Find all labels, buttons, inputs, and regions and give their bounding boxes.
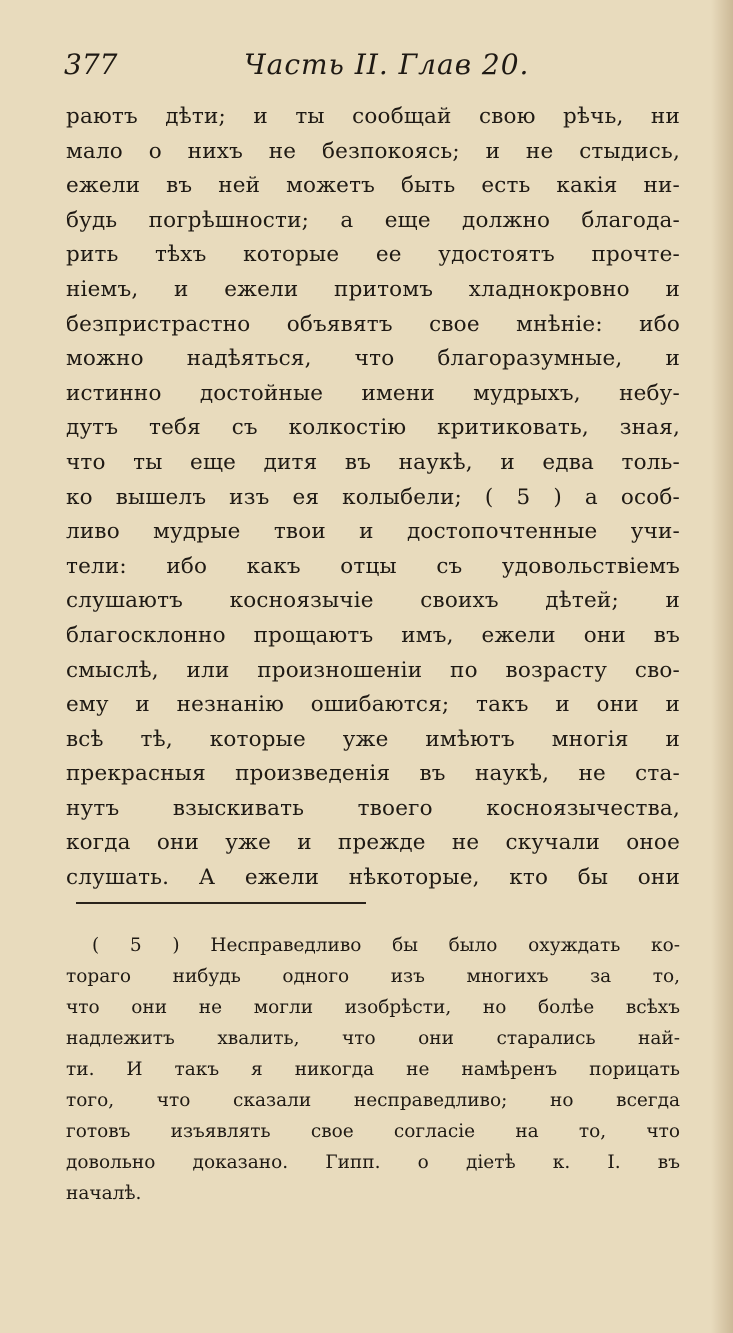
text-line: можно надѣяться, что благоразумные, и <box>66 346 680 372</box>
text-line: тели: ибо какъ отцы съ удовольствіемъ <box>66 553 680 579</box>
footnote-line: готовъ изъявлять свое согласіе на то, что <box>66 1121 680 1142</box>
footnote-line: началѣ. <box>66 1183 142 1204</box>
text-line: ливо мудрые твои и достопочтенные учи- <box>66 519 680 545</box>
text-line: благосклонно прощаютъ имъ, ежели они въ <box>66 622 680 648</box>
text-line: рить тѣхъ которые ее удостоятъ прочте- <box>66 242 680 268</box>
text-line: смыслѣ, или произношеніи по возрасту сво- <box>66 657 680 683</box>
footnote-line: того, что сказали несправедливо; но всегда <box>66 1090 680 1111</box>
text-line: слушать. А ежели нѣкоторые, кто бы они <box>66 865 680 891</box>
footnote-divider <box>76 902 366 904</box>
text-line: прекрасныя произведенія въ наукѣ, не ста- <box>66 761 680 787</box>
text-line: ніемъ, и ежели притомъ хладнокровно и <box>66 276 680 302</box>
text-line: ко вышелъ изъ ея колыбели; ( 5 ) а особ- <box>66 484 680 510</box>
text-line: дутъ тебя съ колкостію критиковать, зная, <box>66 415 680 441</box>
text-line: всѣ тѣ, которые уже имѣютъ многія и <box>66 726 680 752</box>
text-line: что ты еще дитя въ наукѣ, и едва толь- <box>66 449 680 475</box>
text-line: мало о нихъ не безпокоясь; и не стыдись, <box>66 138 680 164</box>
footnote-line: тораго нибудь одного изъ многихъ за то, <box>66 966 680 987</box>
running-title: Часть II. Глав 20. <box>244 48 530 81</box>
page-header <box>64 48 664 88</box>
text-line: безпристрастно объявятъ свое мнѣніе: ибо <box>66 311 680 337</box>
page-number: 377 <box>64 48 118 81</box>
page-edge-shadow <box>711 0 733 1333</box>
text-line: будь погрѣшности; а еще должно благода- <box>66 207 680 233</box>
footnote-line: надлежитъ хвалить, что они старались най- <box>66 1028 680 1049</box>
footnote-line: ( 5 ) Несправедливо бы было охуждать ко- <box>92 935 680 956</box>
text-line: ежели въ ней можетъ быть есть какія ни- <box>66 173 680 199</box>
footnote <box>66 930 680 1209</box>
text-line: слушаютъ косноязычіе своихъ дѣтей; и <box>66 588 680 614</box>
text-line: когда они уже и прежде не скучали оное <box>66 830 680 856</box>
text-line: нутъ взыскивать твоего косноязычества, <box>66 795 680 821</box>
text-line: ему и незнанію ошибаются; такъ и они и <box>66 692 680 718</box>
footnote-line: ти. И такъ я никогда не намѣренъ порицать <box>66 1059 680 1080</box>
text-line: истинно достойные имени мудрыхъ, небу- <box>66 380 680 406</box>
text-line: раютъ дѣти; и ты сообщай свою рѣчь, ни <box>66 104 680 129</box>
footnote-line: довольно доказано. Гипп. о діетѣ к. I. въ <box>66 1152 680 1173</box>
footnote-line: что они не могли изобрѣсти, но болѣе всѣхъ <box>66 997 680 1018</box>
main-text <box>66 100 680 896</box>
